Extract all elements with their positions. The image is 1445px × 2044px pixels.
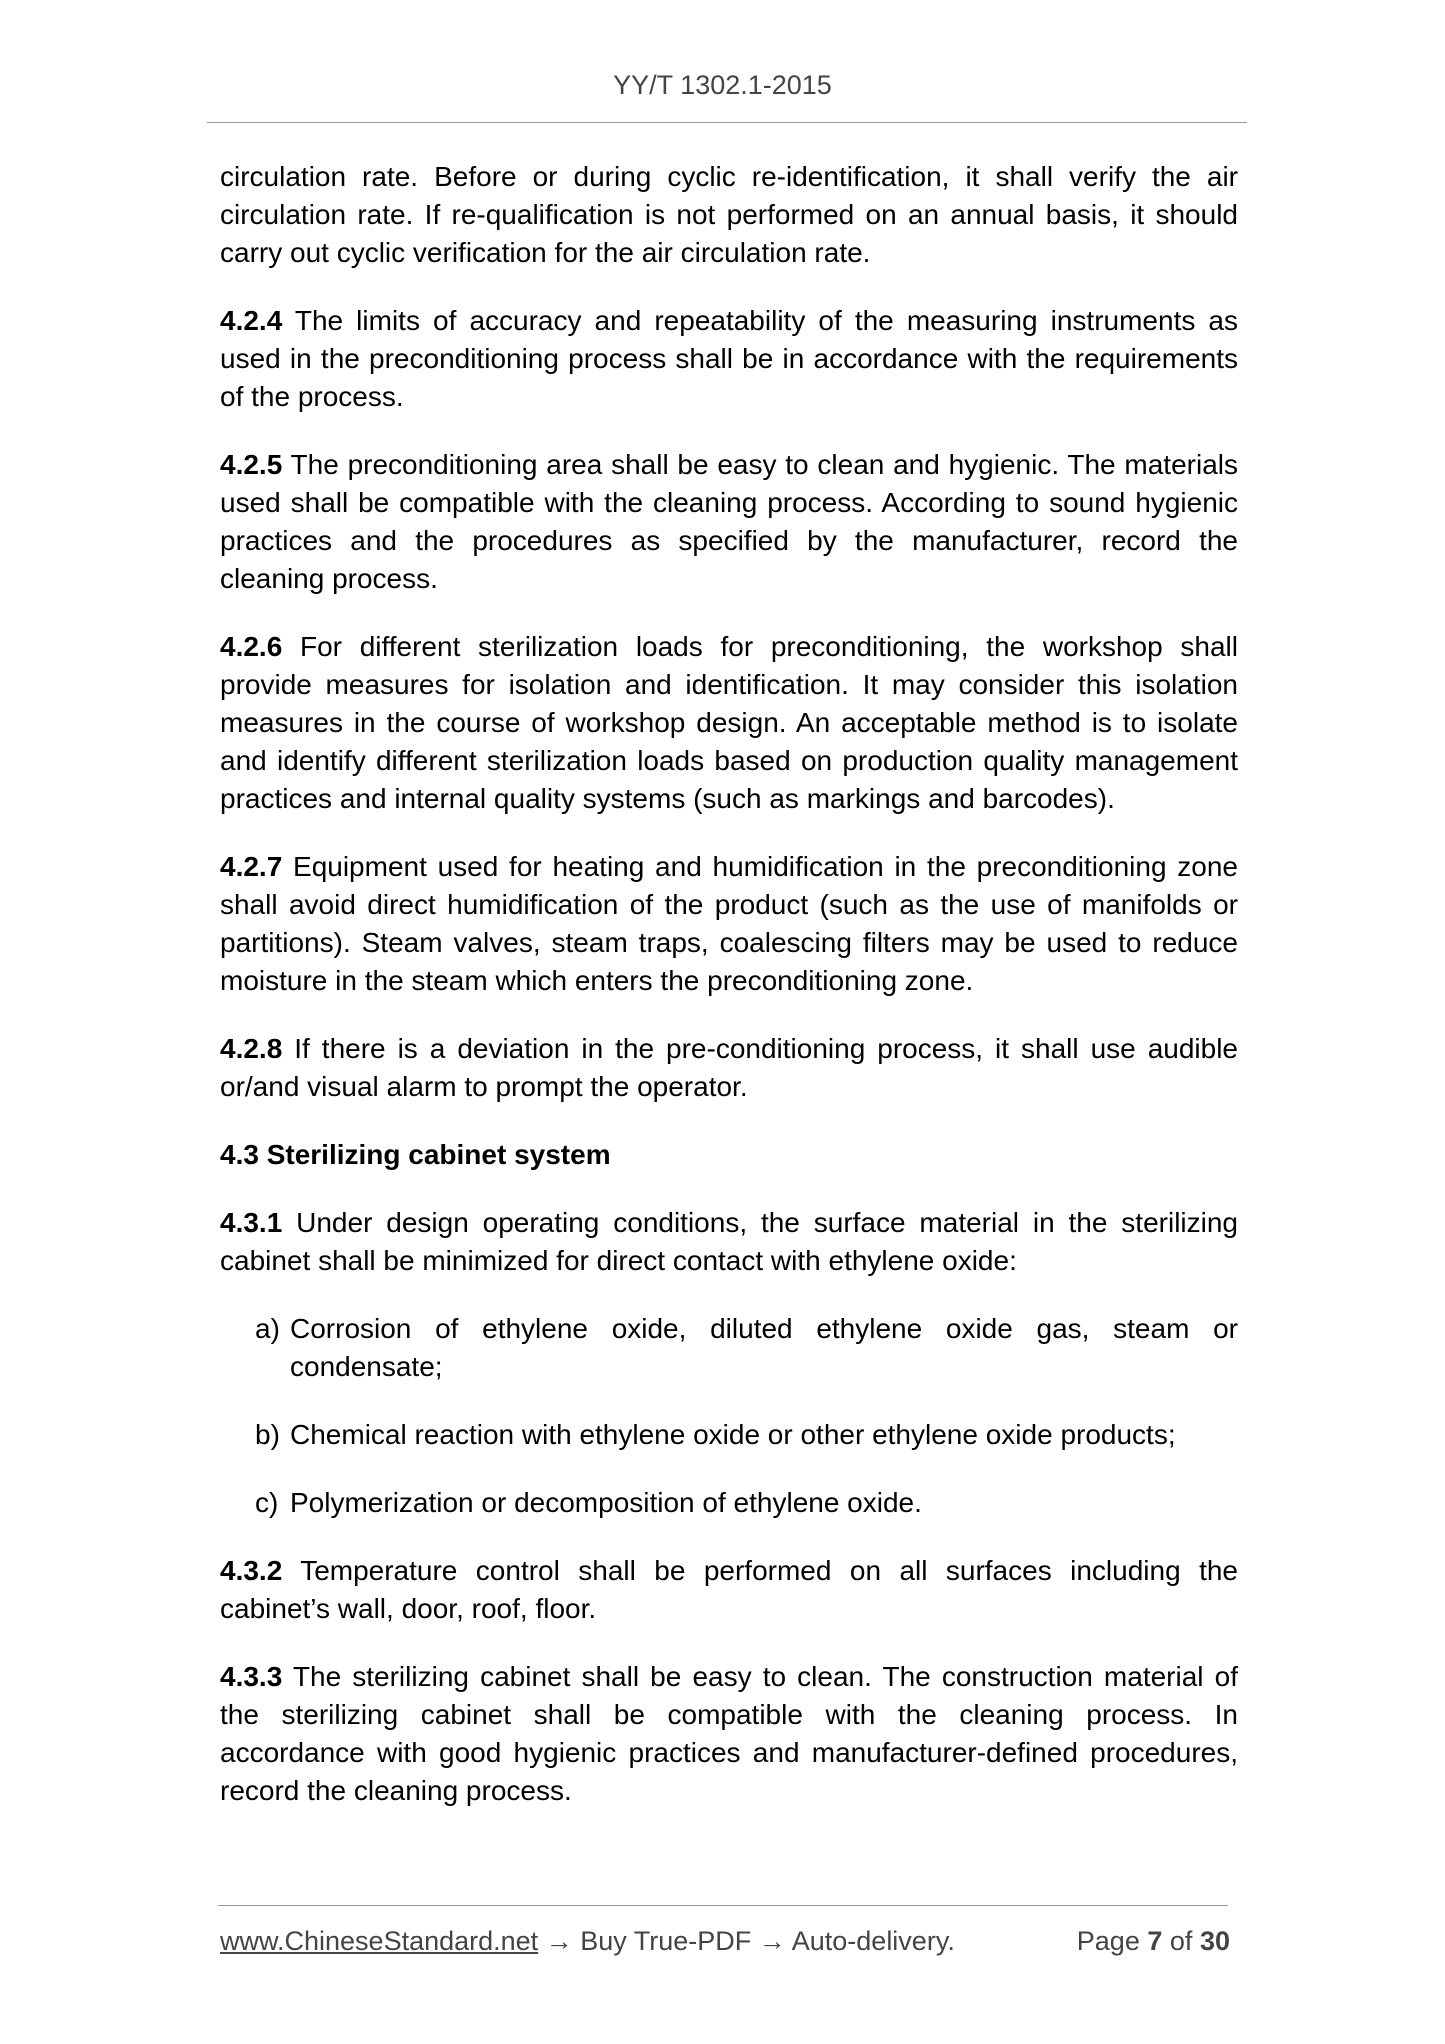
document-id-header: YY/T 1302.1-2015 (613, 70, 832, 100)
clause-4-2-7 (220, 848, 1238, 1000)
clause-4-3-3 (220, 1658, 1238, 1810)
website-link[interactable]: www.ChineseStandard.net (220, 1926, 539, 1956)
clause-number: 4.2.6 (220, 631, 283, 662)
page-label: Page (1076, 1926, 1140, 1956)
section-heading-4-3: 4.3 Sterilizing cabinet system (220, 1139, 611, 1170)
clause-4-3-2 (220, 1552, 1238, 1628)
clause-4-2-6 (220, 628, 1238, 818)
page-number: 7 (1147, 1926, 1163, 1956)
clause-number: 4.3.1 (220, 1207, 283, 1238)
header-divider (207, 122, 1247, 123)
clause-number: 4.2.5 (220, 449, 283, 480)
list-marker: a) (255, 1313, 280, 1344)
clause-text: For different sterilization loads for preconditioning, the workshop shall provide measures for isolation and identification. It may consider this isolation measures in the course of workshop design. An acceptable method is to isolate and identify different sterilization loads based on production quality management practices and internal quality systems (such as markings and barcodes). (220, 631, 1238, 814)
clause-text: The limits of accuracy and repeatability of the measuring instruments as used in the preconditioning process shall be in accordance with the requirements of the process. (220, 305, 1238, 412)
clause-text: The preconditioning area shall be easy to clean and hygienic. The materials used shall be compatible with the cleaning process. According to sound hygienic practices and the procedures as specified by the manufacturer, record the cleaning process. (220, 449, 1238, 594)
document-body (220, 158, 1238, 1840)
list-item-text: Polymerization or decomposition of ethylene oxide. (290, 1487, 922, 1518)
list-marker: c) (255, 1487, 279, 1518)
list-item-text: Corrosion of ethylene oxide, diluted ethylene oxide gas, steam or condensate; (290, 1313, 1238, 1382)
page-footer (220, 1926, 1230, 1957)
page-of-label: of (1169, 1926, 1193, 1956)
list-item (255, 1310, 1238, 1386)
list-item (255, 1416, 1238, 1454)
clause-number: 4.2.7 (220, 851, 283, 882)
clause-number: 4.2.4 (220, 305, 283, 336)
clause-text: If there is a deviation in the pre-conditioning process, it shall use audible or/and visual alarm to prompt the operator. (220, 1033, 1238, 1102)
clause-4-3-1 (220, 1204, 1238, 1280)
clause-4-2-8 (220, 1030, 1238, 1106)
intro-paragraph: circulation rate. Before or during cyclic re-identification, it shall verify the air circulation rate. If re-qualification is not performed on an annual basis, it should carry out cyclic verification for the air circulation rate. (220, 161, 1238, 268)
clause-4-2-4 (220, 302, 1238, 416)
list-item-text: Chemical reaction with ethylene oxide or other ethylene oxide products; (290, 1419, 1176, 1450)
clause-number: 4.3.2 (220, 1555, 283, 1586)
clause-4-2-5 (220, 446, 1238, 598)
list-item (255, 1484, 1238, 1522)
clause-text: Equipment used for heating and humidification in the preconditioning zone shall avoid direct humidification of the product (such as the use of manifolds or partitions). Steam valves, steam traps, coalescing filters may be used to reduce moisture in the steam which enters the preconditioning zone. (220, 851, 1238, 996)
clause-text: Under design operating conditions, the surface material in the sterilizing cabinet shall be minimized for direct contact with ethylene oxide: (220, 1207, 1238, 1276)
clause-text: The sterilizing cabinet shall be easy to clean. The construction material of the sterilizing cabinet shall be compatible with the cleaning process. In accordance with good hygienic practices and manufacturer-defined procedures, record the cleaning process. (220, 1661, 1238, 1806)
footer-divider (218, 1905, 1228, 1906)
footer-tagline: → Buy True-PDF → Auto-delivery. (538, 1926, 955, 1956)
clause-number: 4.3.3 (220, 1661, 283, 1692)
clause-number: 4.2.8 (220, 1033, 283, 1064)
clause-text: Temperature control shall be performed on all surfaces including the cabinet’s wall, door, roof, floor. (220, 1555, 1238, 1624)
page-indicator (1077, 1926, 1230, 1957)
list-marker: b) (255, 1419, 280, 1450)
page-total: 30 (1199, 1926, 1230, 1956)
